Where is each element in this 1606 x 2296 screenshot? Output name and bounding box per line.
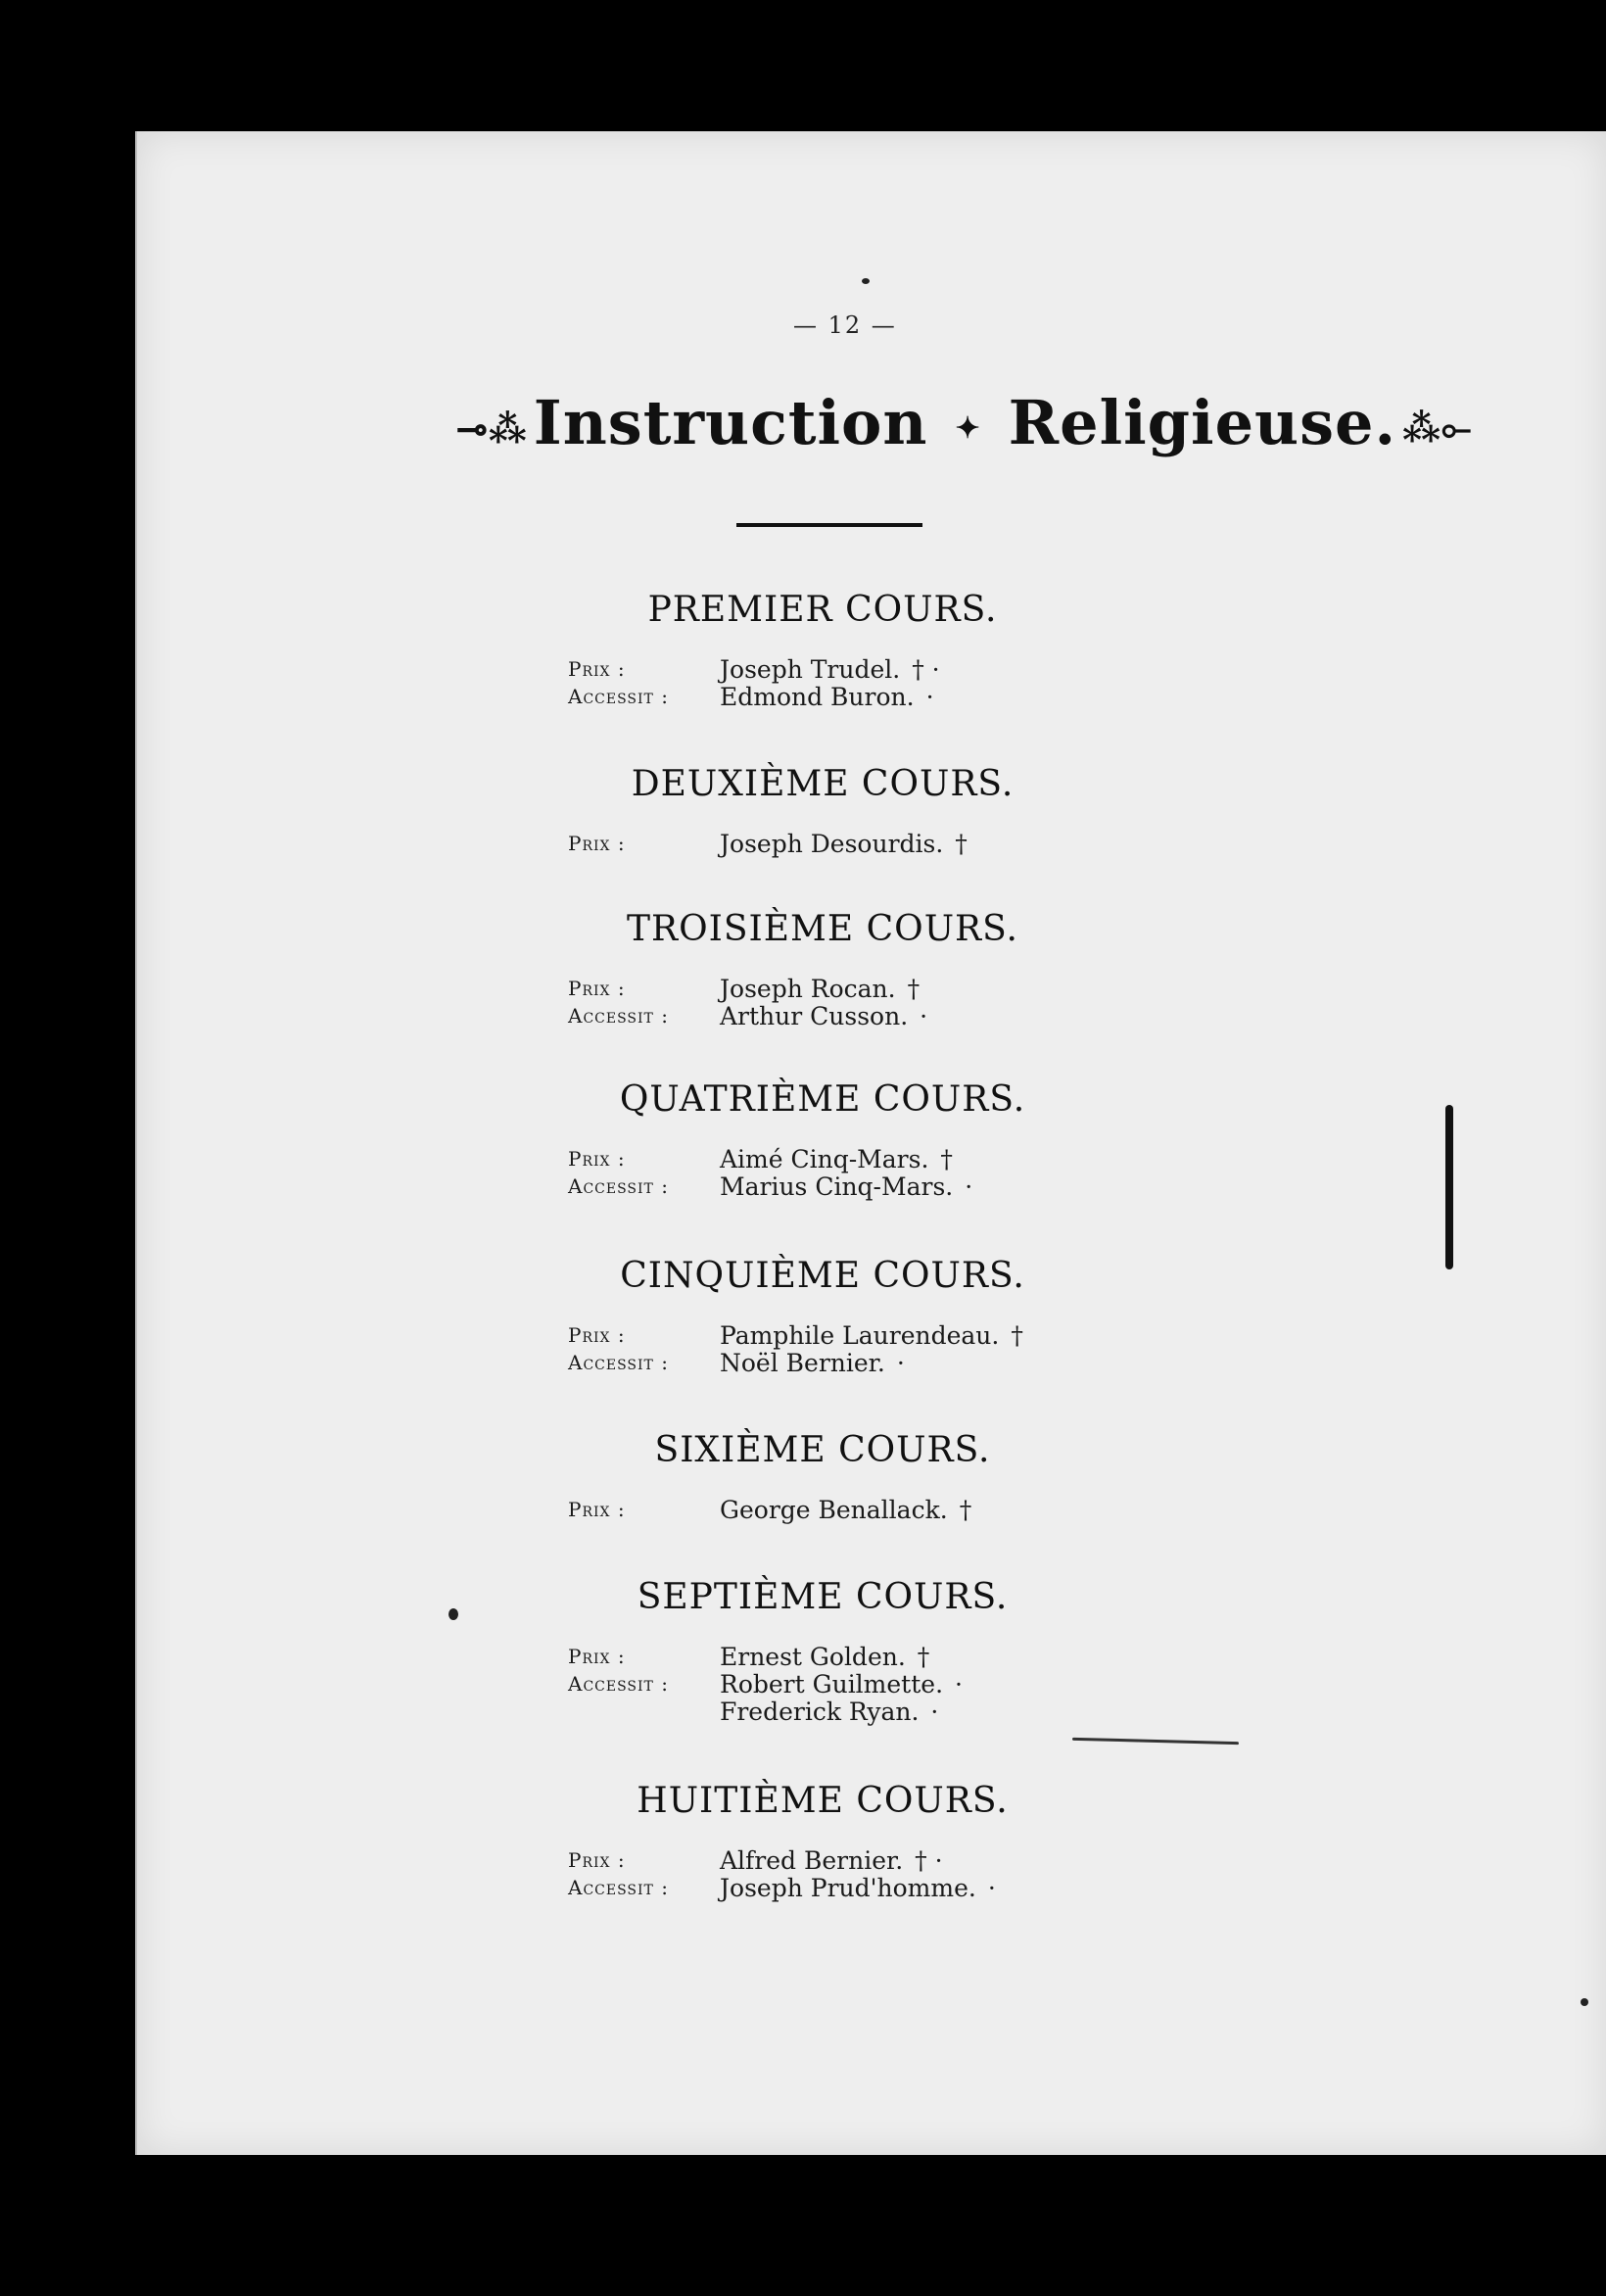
award-label: Prix : xyxy=(568,1147,626,1171)
award-marks: · xyxy=(955,1669,963,1698)
student-name: Joseph Desourdis. xyxy=(720,829,944,858)
course-section xyxy=(568,1577,1077,1725)
title-underline xyxy=(736,523,922,527)
award-marks: · xyxy=(896,1348,905,1377)
course-heading: QUATRIÈME COURS. xyxy=(619,1079,1026,1120)
student-name: Pamphile Laurendeau. xyxy=(720,1320,1000,1350)
award-entry xyxy=(568,1698,1077,1725)
course-section xyxy=(568,1781,1077,1901)
course-entries xyxy=(568,1496,1077,1523)
course-entries xyxy=(568,655,1077,710)
course-heading: DEUXIÈME COURS. xyxy=(631,764,1015,804)
award-entry xyxy=(568,1670,1077,1698)
student-name: Joseph Prud'homme. xyxy=(720,1873,976,1902)
course-section xyxy=(568,1430,1077,1523)
award-marks: · xyxy=(965,1172,973,1201)
award-label: Accessit : xyxy=(568,1004,669,1028)
award-label: Prix : xyxy=(568,1498,626,1521)
course-section xyxy=(568,590,1077,710)
award-marks: † xyxy=(959,1495,972,1524)
award-marks: † xyxy=(940,1144,953,1173)
award-label: Accessit : xyxy=(568,1672,669,1696)
award-entry xyxy=(568,975,1077,1002)
award-entry xyxy=(568,683,1077,710)
page-title xyxy=(450,387,1473,458)
course-entries xyxy=(568,1643,1077,1725)
award-entry xyxy=(568,1496,1077,1523)
student-name: Alfred Bernier. xyxy=(720,1845,904,1875)
award-label: Prix : xyxy=(568,657,626,681)
award-entry xyxy=(568,1349,1077,1376)
right-ornament-icon: ⁂⟜ xyxy=(1402,406,1473,450)
award-entry xyxy=(568,655,1077,683)
award-label: Prix : xyxy=(568,1323,626,1347)
award-label: Accessit : xyxy=(568,685,669,708)
student-name: Marius Cinq-Mars. xyxy=(720,1172,954,1201)
award-marks: · xyxy=(920,1001,928,1030)
left-ornament-icon: ⊸⁂ xyxy=(456,406,528,451)
course-heading: CINQUIÈME COURS. xyxy=(620,1256,1025,1296)
course-heading: HUITIÈME COURS. xyxy=(637,1781,1009,1821)
award-label: Accessit : xyxy=(568,1876,669,1899)
award-label: Prix : xyxy=(568,1645,626,1668)
award-entry xyxy=(568,1145,1077,1172)
award-marks: † xyxy=(955,829,968,858)
award-label: Prix : xyxy=(568,832,626,855)
student-name: Ernest Golden. xyxy=(720,1642,906,1671)
course-section xyxy=(568,1079,1077,1200)
title-right-word: Religieuse. xyxy=(1008,387,1397,458)
award-entry xyxy=(568,1002,1077,1029)
student-name: Aimé Cinq-Mars. xyxy=(720,1144,929,1173)
course-heading: SEPTIÈME COURS. xyxy=(637,1577,1009,1617)
award-marks: · xyxy=(930,1697,939,1726)
award-entry xyxy=(568,1172,1077,1200)
course-entries xyxy=(568,1321,1077,1376)
course-section xyxy=(568,764,1077,857)
award-marks: † xyxy=(1011,1320,1023,1350)
award-marks: † · xyxy=(915,1845,943,1875)
award-label: Accessit : xyxy=(568,1351,669,1374)
course-heading: PREMIER COURS. xyxy=(647,590,998,630)
page-number: — 12 — xyxy=(793,311,897,339)
course-section xyxy=(568,1256,1077,1376)
student-name: Robert Guilmette. xyxy=(720,1669,944,1698)
ink-smear xyxy=(1445,1105,1453,1269)
award-marks: † xyxy=(917,1642,930,1671)
award-label: Prix : xyxy=(568,977,626,1000)
ink-speck xyxy=(862,278,870,284)
award-entry xyxy=(568,1643,1077,1670)
student-name: George Benallack. xyxy=(720,1495,948,1524)
student-name: Edmond Buron. xyxy=(720,682,915,711)
award-entry xyxy=(568,830,1077,857)
award-marks: † · xyxy=(912,654,940,684)
ink-speck xyxy=(1581,1998,1588,2006)
award-entry xyxy=(568,1846,1077,1874)
ink-speck xyxy=(449,1608,458,1620)
course-section xyxy=(568,909,1077,1029)
student-name: Arthur Cusson. xyxy=(720,1001,909,1030)
student-name: Noël Bernier. xyxy=(720,1348,885,1377)
title-separator: ✦ xyxy=(955,410,981,446)
course-entries xyxy=(568,830,1077,857)
course-heading: SIXIÈME COURS. xyxy=(654,1430,991,1470)
award-label: Prix : xyxy=(568,1848,626,1872)
award-marks: · xyxy=(925,682,934,711)
student-name: Joseph Trudel. xyxy=(720,654,901,684)
course-entries xyxy=(568,975,1077,1029)
award-marks: · xyxy=(987,1873,996,1902)
award-entry xyxy=(568,1874,1077,1901)
award-entry xyxy=(568,1321,1077,1349)
award-marks: † xyxy=(907,974,921,1003)
title-left-word: Instruction xyxy=(533,387,928,458)
student-name: Frederick Ryan. xyxy=(720,1697,920,1726)
student-name: Joseph Rocan. xyxy=(720,974,896,1003)
course-entries xyxy=(568,1846,1077,1901)
course-heading: TROISIÈME COURS. xyxy=(627,909,1018,949)
award-label: Accessit : xyxy=(568,1174,669,1198)
course-entries xyxy=(568,1145,1077,1200)
